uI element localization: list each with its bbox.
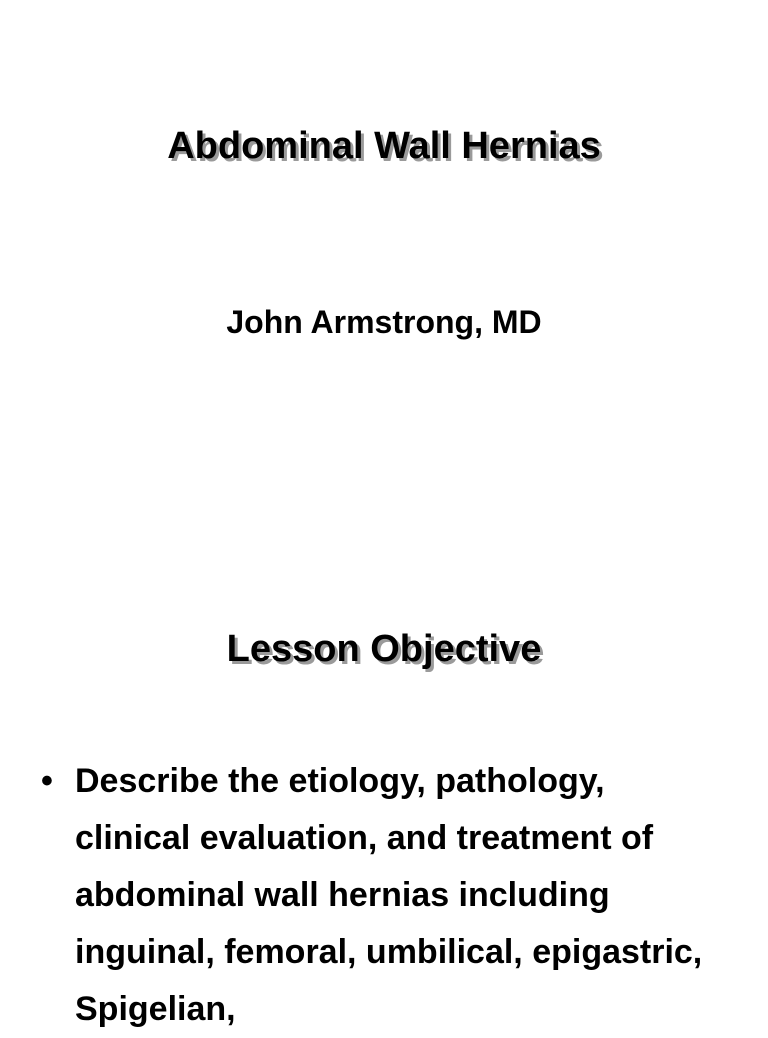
objective-bullet [0,753,768,1038]
bullet-icon: • [41,762,53,800]
author-name: John Armstrong, MD [226,304,542,340]
slide-title: Abdominal Wall Hernias [167,125,601,167]
section-title: Lesson Objective [226,628,542,670]
objective-text: Describe the etiology, pathology, clinical evaluation, and treatment of abdominal wall hernias including inguinal, femoral, umbilical, epigastric, Spigelian, [75,762,703,1028]
objective-list [0,753,768,1038]
